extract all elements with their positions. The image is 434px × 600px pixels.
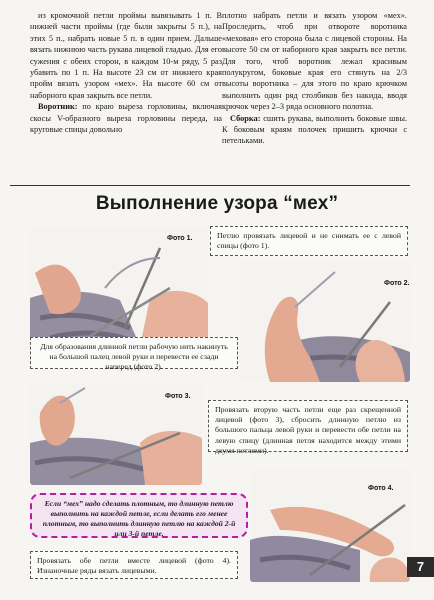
caption-4: Провязать обе петли вместе лицевой (фото 4). Изнаночные ряды вязать лицевыми. <box>30 551 238 579</box>
page-number: 7 <box>407 557 434 577</box>
section-title: Выполнение узора “мех” <box>95 193 339 214</box>
collar-label: Воротник: <box>38 102 78 112</box>
paragraph-sleeve: из кромочной петли проймы вывязывать 1 п. В нижней части проймы (где были закрыты 5 п.), на этих 5 п., набрать новые 5 п. в один прием. Дальше вязать нижнюю часть рукава лицевой гладью. Для его сужения с обеих сторон, в каждом 10-м ряду, 5 раз убавить по 1 п. На высоте 23 см от нижнего края пройм вязать узором «мех». На высоте 60 см от наборного края закрыть все петли. <box>30 11 222 100</box>
photo-2-label: Фото 2. <box>384 280 410 287</box>
photo-1 <box>30 228 208 346</box>
photo-3-label: Фото 3. <box>165 393 191 400</box>
text-column-right <box>222 10 407 147</box>
paragraph-collar <box>30 101 222 135</box>
assembly-text: сшить рукава, выполнить боковые швы. К боковым краям полочек пришить крючки с петельками. <box>222 113 407 146</box>
paragraph-assembly <box>222 113 407 147</box>
collar-text: по краю выреза горловины, включая скосы V-образного выреза горловины переда, на круговые спицы довольно <box>30 102 222 135</box>
assembly-label: Сборка: <box>230 113 261 123</box>
tip-box: Если “мех” надо сделать плотным, то длинную петлю выполнить на каждой петле, если делать его менее плотным, то выполнить длинную петлю на каждой 2-й или 3-й петле. <box>30 493 248 538</box>
caption-1: Петлю провязать лицевой и не снимать ее с левой спицы (фото 1). <box>210 226 408 256</box>
paragraph-collar-cont: плотно набрать петли и вязать узором «мех». Проследить, чтоб при отвороте воротника «меховая» его сторона была с лицевой стороны. На высоте 50 см от наборного края закрыть все петли. Для того, чтоб воротник лежал красивым полукругом, боковые края его стянуть на 2/3 высоты воротника – для этого по краю крючком выполнить один ряд столбиков без накида, вводя крючок через 2–3 ряда основного полотна. <box>222 11 407 112</box>
photo-1-label: Фото 1. <box>167 235 193 242</box>
caption-3: Провязать вторую часть петли еще раз скрещенной лицевой (фото 3), сбросить длинную петлю из большого пальца левой руки и перевести обе петли на левую спицу (длинная петля находится между этими двумя петлями). <box>208 400 408 452</box>
photo-4-label: Фото 4. <box>368 485 394 492</box>
caption-2: Для образования длинной петли рабочую нить накинуть на большой палец левой руки и перевести ее сзади наперед (фото 2). <box>30 337 238 369</box>
section-divider <box>10 185 410 186</box>
text-column-left <box>30 10 222 135</box>
